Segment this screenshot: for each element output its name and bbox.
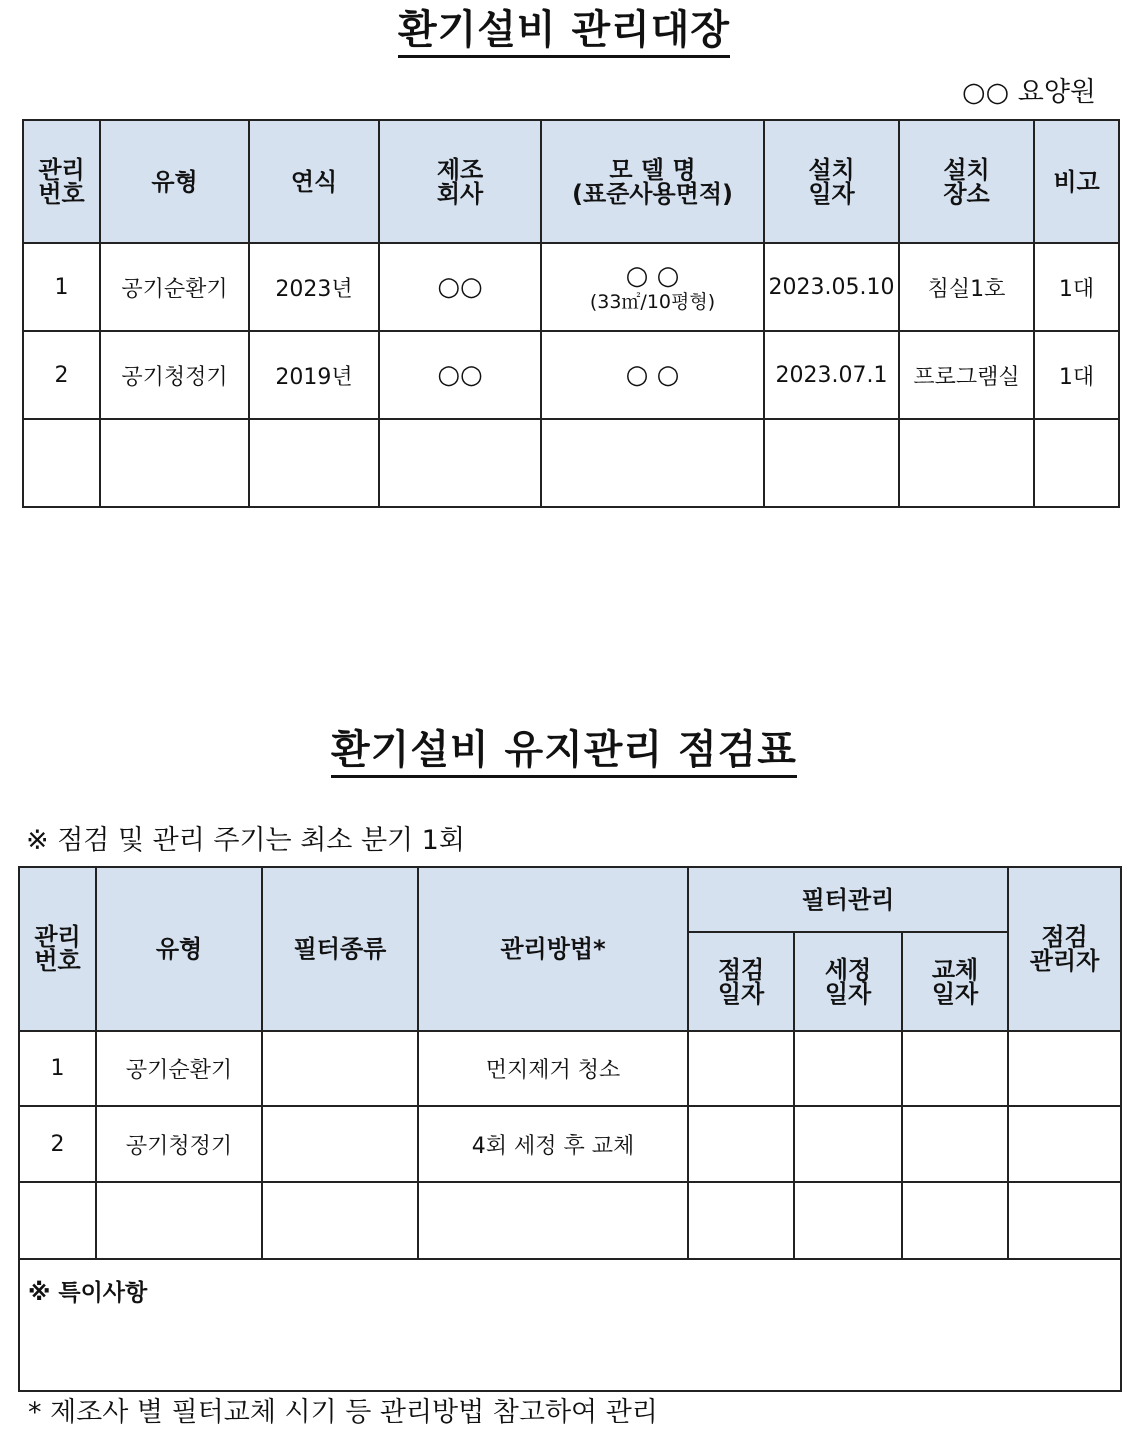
- checklist-header-row: [19, 867, 1121, 932]
- cell-id: 2: [19, 1106, 96, 1182]
- ledger-title: 환기설비 관리대장: [0, 0, 1128, 55]
- cell-model: ○ ○: [541, 331, 764, 419]
- remarks-label: ※ 특이사항: [19, 1259, 1121, 1391]
- header-maker: 제조 회사: [379, 120, 541, 243]
- cell-year: 2023년: [249, 243, 379, 331]
- cell-filter-kind: [262, 1031, 418, 1106]
- facility-name: ○○ 요양원: [962, 77, 1096, 108]
- header-model: 모 델 명 (표준사용면적): [541, 120, 764, 243]
- cell-model: [541, 243, 764, 331]
- cell-id: 1: [19, 1031, 96, 1106]
- cell-note: 1대: [1034, 243, 1119, 331]
- cell-note: 1대: [1034, 331, 1119, 419]
- cell-type: 공기청정기: [100, 331, 249, 419]
- header-filter-kind: 필터종류: [262, 867, 418, 1031]
- model-area: (33㎡/10평형): [589, 290, 716, 313]
- cell-install-place: 침실1호: [899, 243, 1034, 331]
- cell-id: 2: [23, 331, 100, 419]
- header-id: 관리 번호: [23, 120, 100, 243]
- cell-type: 공기순환기: [100, 243, 249, 331]
- cell-filter-kind: [262, 1106, 418, 1182]
- footer-note: * 제조사 별 필터교체 시기 등 관리방법 참고하여 관리: [28, 1397, 658, 1428]
- table-row-empty: [19, 1182, 1121, 1259]
- cell-method: 4회 세정 후 교체: [418, 1106, 688, 1182]
- model-name: ○ ○: [625, 260, 680, 291]
- cell-type: 공기순환기: [96, 1031, 262, 1106]
- header-type: 유형: [96, 867, 262, 1031]
- ledger-header-row: [23, 120, 1119, 243]
- table-row: [19, 1031, 1121, 1106]
- header-replace-date: 교체 일자: [902, 932, 1008, 1031]
- cell-install-date: 2023.07.1: [764, 331, 899, 419]
- checklist-table: [18, 866, 1122, 1392]
- cell-id: 1: [23, 243, 100, 331]
- table-row: [19, 1106, 1121, 1182]
- table-row-empty: [23, 419, 1119, 507]
- cell-install-date: 2023.05.10: [764, 243, 899, 331]
- header-type: 유형: [100, 120, 249, 243]
- checklist-title: 환기설비 유지관리 점검표: [0, 718, 1128, 775]
- cell-install-place: 프로그램실: [899, 331, 1034, 419]
- header-manager: 점검 관리자: [1008, 867, 1121, 1031]
- remarks-row: [19, 1259, 1121, 1391]
- cell-method: 먼지제거 청소: [418, 1031, 688, 1106]
- cell-year: 2019년: [249, 331, 379, 419]
- cell-maker: ○○: [379, 243, 541, 331]
- header-method: 관리방법*: [418, 867, 688, 1031]
- cell-maker: ○○: [379, 331, 541, 419]
- header-install-date: 설치 일자: [764, 120, 899, 243]
- header-clean-date: 세정 일자: [794, 932, 902, 1031]
- ledger-table: [22, 119, 1120, 508]
- table-row: [23, 331, 1119, 419]
- header-check-date: 점검 일자: [688, 932, 794, 1031]
- cell-type: 공기청정기: [96, 1106, 262, 1182]
- header-filter-group: 필터관리: [688, 867, 1008, 932]
- cycle-note: ※ 점검 및 관리 주기는 최소 분기 1회: [26, 825, 465, 856]
- header-install-place: 설치 장소: [899, 120, 1034, 243]
- table-row: [23, 243, 1119, 331]
- header-year: 연식: [249, 120, 379, 243]
- header-id: 관리 번호: [19, 867, 96, 1031]
- header-note: 비고: [1034, 120, 1119, 243]
